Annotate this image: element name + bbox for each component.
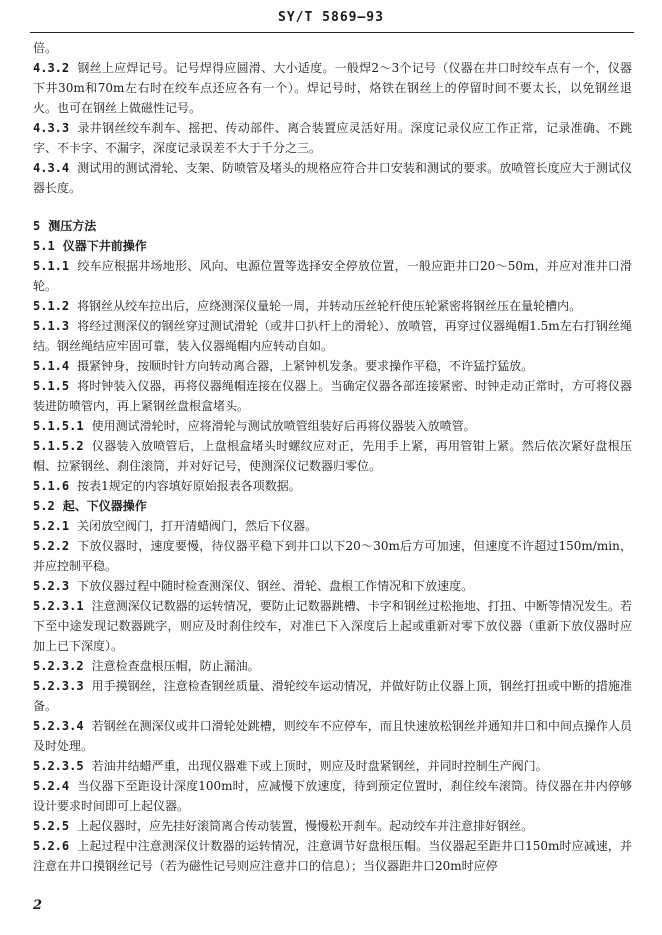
clause-text: 下放仪器时，速度要慢，待仪器平稳下到井口以下20～30m后方可加速，但速度不许超过150m/min，并应控制平稳。 <box>33 539 632 573</box>
clause-paragraph <box>33 316 632 356</box>
clause-text: 仪器下井前操作 <box>62 239 147 253</box>
clause-text: 用手摸钢丝，注意检查钢丝质量、滑轮绞车运动情况，并做好防止仪器上顶，钢丝打扭或中断的措施准备。 <box>33 679 632 713</box>
clause-text: 测试用的测试滑轮、支架、防喷管及堵头的规格应符合井口安装和测试的要求。放喷管长度应大于测试仪器长度。 <box>33 161 632 195</box>
clause-paragraph <box>33 676 632 716</box>
clause-text: 注意测深仪记数器的运转情况，要防止记数器跳槽、卡字和钢丝过松拖地、打扭、中断等情况发生。若下至中途发现记数器跳字，则应及时刹住绞车，对准已下入深度后上起或重新对零下放仪器（重新下放仪器时应加上已下深度）。 <box>33 599 632 653</box>
header-rule <box>30 32 634 33</box>
clause-paragraph <box>33 516 632 536</box>
clause-number: 5.1.4 <box>33 359 70 373</box>
clause-text: 倍。 <box>33 41 58 55</box>
clause-number: 5.2.3.5 <box>33 759 84 773</box>
clause-number: 4.3.4 <box>33 161 70 175</box>
clause-text: 若油井结蜡严重，出现仪器难下或上顶时，则应及时盘紧钢丝，并同时控制生产阀门。 <box>91 759 548 773</box>
clause-paragraph <box>33 716 632 756</box>
clause-number: 4.3.3 <box>33 121 70 135</box>
clause-text: 起、下仪器操作 <box>62 499 147 513</box>
clause-paragraph <box>33 376 632 416</box>
clause-number: 5.2.5 <box>33 819 70 833</box>
clause-number: 4.3.2 <box>33 61 70 75</box>
clause-paragraph <box>33 536 632 576</box>
clause-text: 当仪器下至距设计深度100m时，应减慢下放速度，待到预定位置时，刹住绞车滚筒。待仪器在井内停够设计要求时间即可上起仪器。 <box>33 779 632 813</box>
clause-text: 将钢丝从绞车拉出后，应绕测深仪量轮一周，并转动压丝轮杆使压轮紧密将钢丝压在量轮槽内。 <box>77 299 582 313</box>
clause-text: 仪器装入放喷管后，上盘根盒堵头时螺纹应对正，先用手上紧，再用管钳上紧。然后依次紧好盘根压帽、拉紧钢丝、刹住滚筒，并对好记号，使测深仪记数器归零位。 <box>33 439 632 473</box>
clause-paragraph <box>33 836 632 876</box>
section-heading <box>33 216 632 236</box>
clause-paragraph <box>33 356 632 376</box>
clause-paragraph <box>33 816 632 836</box>
clause-number: 5.1.5.2 <box>33 439 84 453</box>
clause-text: 绞车应根据井场地形、风向、电源位置等选择安全停放位置，一般应距井口20～50m，并应对准井口滑轮。 <box>33 259 632 293</box>
clause-paragraph <box>33 476 632 496</box>
clause-paragraph <box>33 416 632 436</box>
clause-paragraph <box>33 256 632 296</box>
clause-number: 5.2.3.1 <box>33 599 84 613</box>
clause-text: 钢丝上应焊记号。记号焊得应圆滑、大小适度。一般焊2～3个记号（仪器在井口时绞车点有一个，仪器下井30m和70m左右时在绞车点还应各有一个）。焊记号时，烙铁在钢丝上的停留时间不要太长，以免钢丝退火。也可在钢丝上做磁性记号。 <box>33 61 632 115</box>
clause-number: 5.2.6 <box>33 839 70 853</box>
clause-text: 若钢丝在测深仪或井口滑轮处跳槽，则绞车不应停车，而且快速放松钢丝并通知井口和中间点操作人员及时处理。 <box>33 719 632 753</box>
clause-paragraph <box>33 596 632 656</box>
clause-number: 5.1 <box>33 239 55 253</box>
clause-text: 按表1规定的内容填好原始报表各项数据。 <box>77 479 301 493</box>
clause-number: 5.1.5.1 <box>33 419 84 433</box>
page-number: 2 <box>33 898 43 913</box>
clause-paragraph <box>33 158 632 198</box>
clause-number: 5.1.5 <box>33 379 70 393</box>
clause-number: 5.2 <box>33 499 55 513</box>
clause-paragraph <box>33 576 632 596</box>
clause-paragraph <box>33 776 632 816</box>
clause-paragraph <box>33 436 632 476</box>
clause-number: 5.2.3 <box>33 579 70 593</box>
clause-text: 上起过程中注意测深仪计数器的运转情况，注意调节好盘根压帽。当仪器起至距井口150m时应减速，并注意在井口摸钢丝记号（若为磁性记号则应注意井口的信息）；当仪器距井口20m时应停 <box>33 839 632 873</box>
clause-number: 5.1.2 <box>33 299 70 313</box>
clause-text: 上起仪器时，应先挂好滚筒离合传动装置，慢慢松开刹车。起动绞车并注意排好钢丝。 <box>77 819 534 833</box>
clause-number: 5.2.2 <box>33 539 70 553</box>
clause-number: 5.2.3.4 <box>33 719 84 733</box>
section-gap <box>33 198 632 216</box>
clause-number: 5.2.3.3 <box>33 679 84 693</box>
clause-text: 将时钟装入仪器，再将仪器绳帽连接在仪器上。当确定仪器各部连接紧密、时钟走动正常时，方可将仪器装进防喷管内，再上紧钢丝盘根盒堵头。 <box>33 379 632 413</box>
clause-number: 5 <box>33 219 41 233</box>
document-body <box>33 38 632 876</box>
section-heading <box>33 496 632 516</box>
clause-number: 5.2.4 <box>33 779 70 793</box>
clause-paragraph <box>33 58 632 118</box>
clause-text: 摄紧钟身，按顺时针方向转动离合器，上紧钟机发条。要求操作平稳，不许猛拧猛放。 <box>77 359 534 373</box>
clause-number: 5.2.3.2 <box>33 659 84 673</box>
section-heading <box>33 236 632 256</box>
clause-number: 5.1.6 <box>33 479 70 493</box>
page-header: SY/T 5869—93 <box>278 10 384 25</box>
clause-paragraph <box>33 296 632 316</box>
clause-text: 测压方法 <box>48 219 97 233</box>
clause-text: 下放仪器过程中随时检查测深仪、钢丝、滑轮、盘根工作情况和下放速度。 <box>77 579 474 593</box>
clause-number: 5.2.1 <box>33 519 70 533</box>
clause-text: 关闭放空阀门，打开清蜡阀门，然后下仪器。 <box>77 519 318 533</box>
clause-number: 5.1.3 <box>33 319 70 333</box>
clause-number: 5.1.1 <box>33 259 70 273</box>
clause-text: 使用测试滑轮时，应将滑轮与测试放喷管组装好后再将仪器装入放喷管。 <box>91 419 476 433</box>
clause-paragraph <box>33 656 632 676</box>
clause-text: 将经过测深仪的钢丝穿过测试滑轮（或井口扒杆上的滑轮）、放喷管，再穿过仪器绳帽1.5m左右打钢丝绳结。钢丝绳结应牢固可靠，装入仪器绳帽内应转动自如。 <box>33 319 632 353</box>
clause-text: 录井钢丝绞车刹车、摇把、传动部件、离合装置应灵活好用。深度记录仪应工作正常，记录准确、不跳字、不卡字、不漏字，深度记录误差不大于千分之三。 <box>33 121 632 155</box>
clause-paragraph <box>33 756 632 776</box>
clause-text: 注意检查盘根压帽，防止漏油。 <box>91 659 260 673</box>
clause-paragraph <box>33 118 632 158</box>
clause-paragraph <box>33 38 632 58</box>
